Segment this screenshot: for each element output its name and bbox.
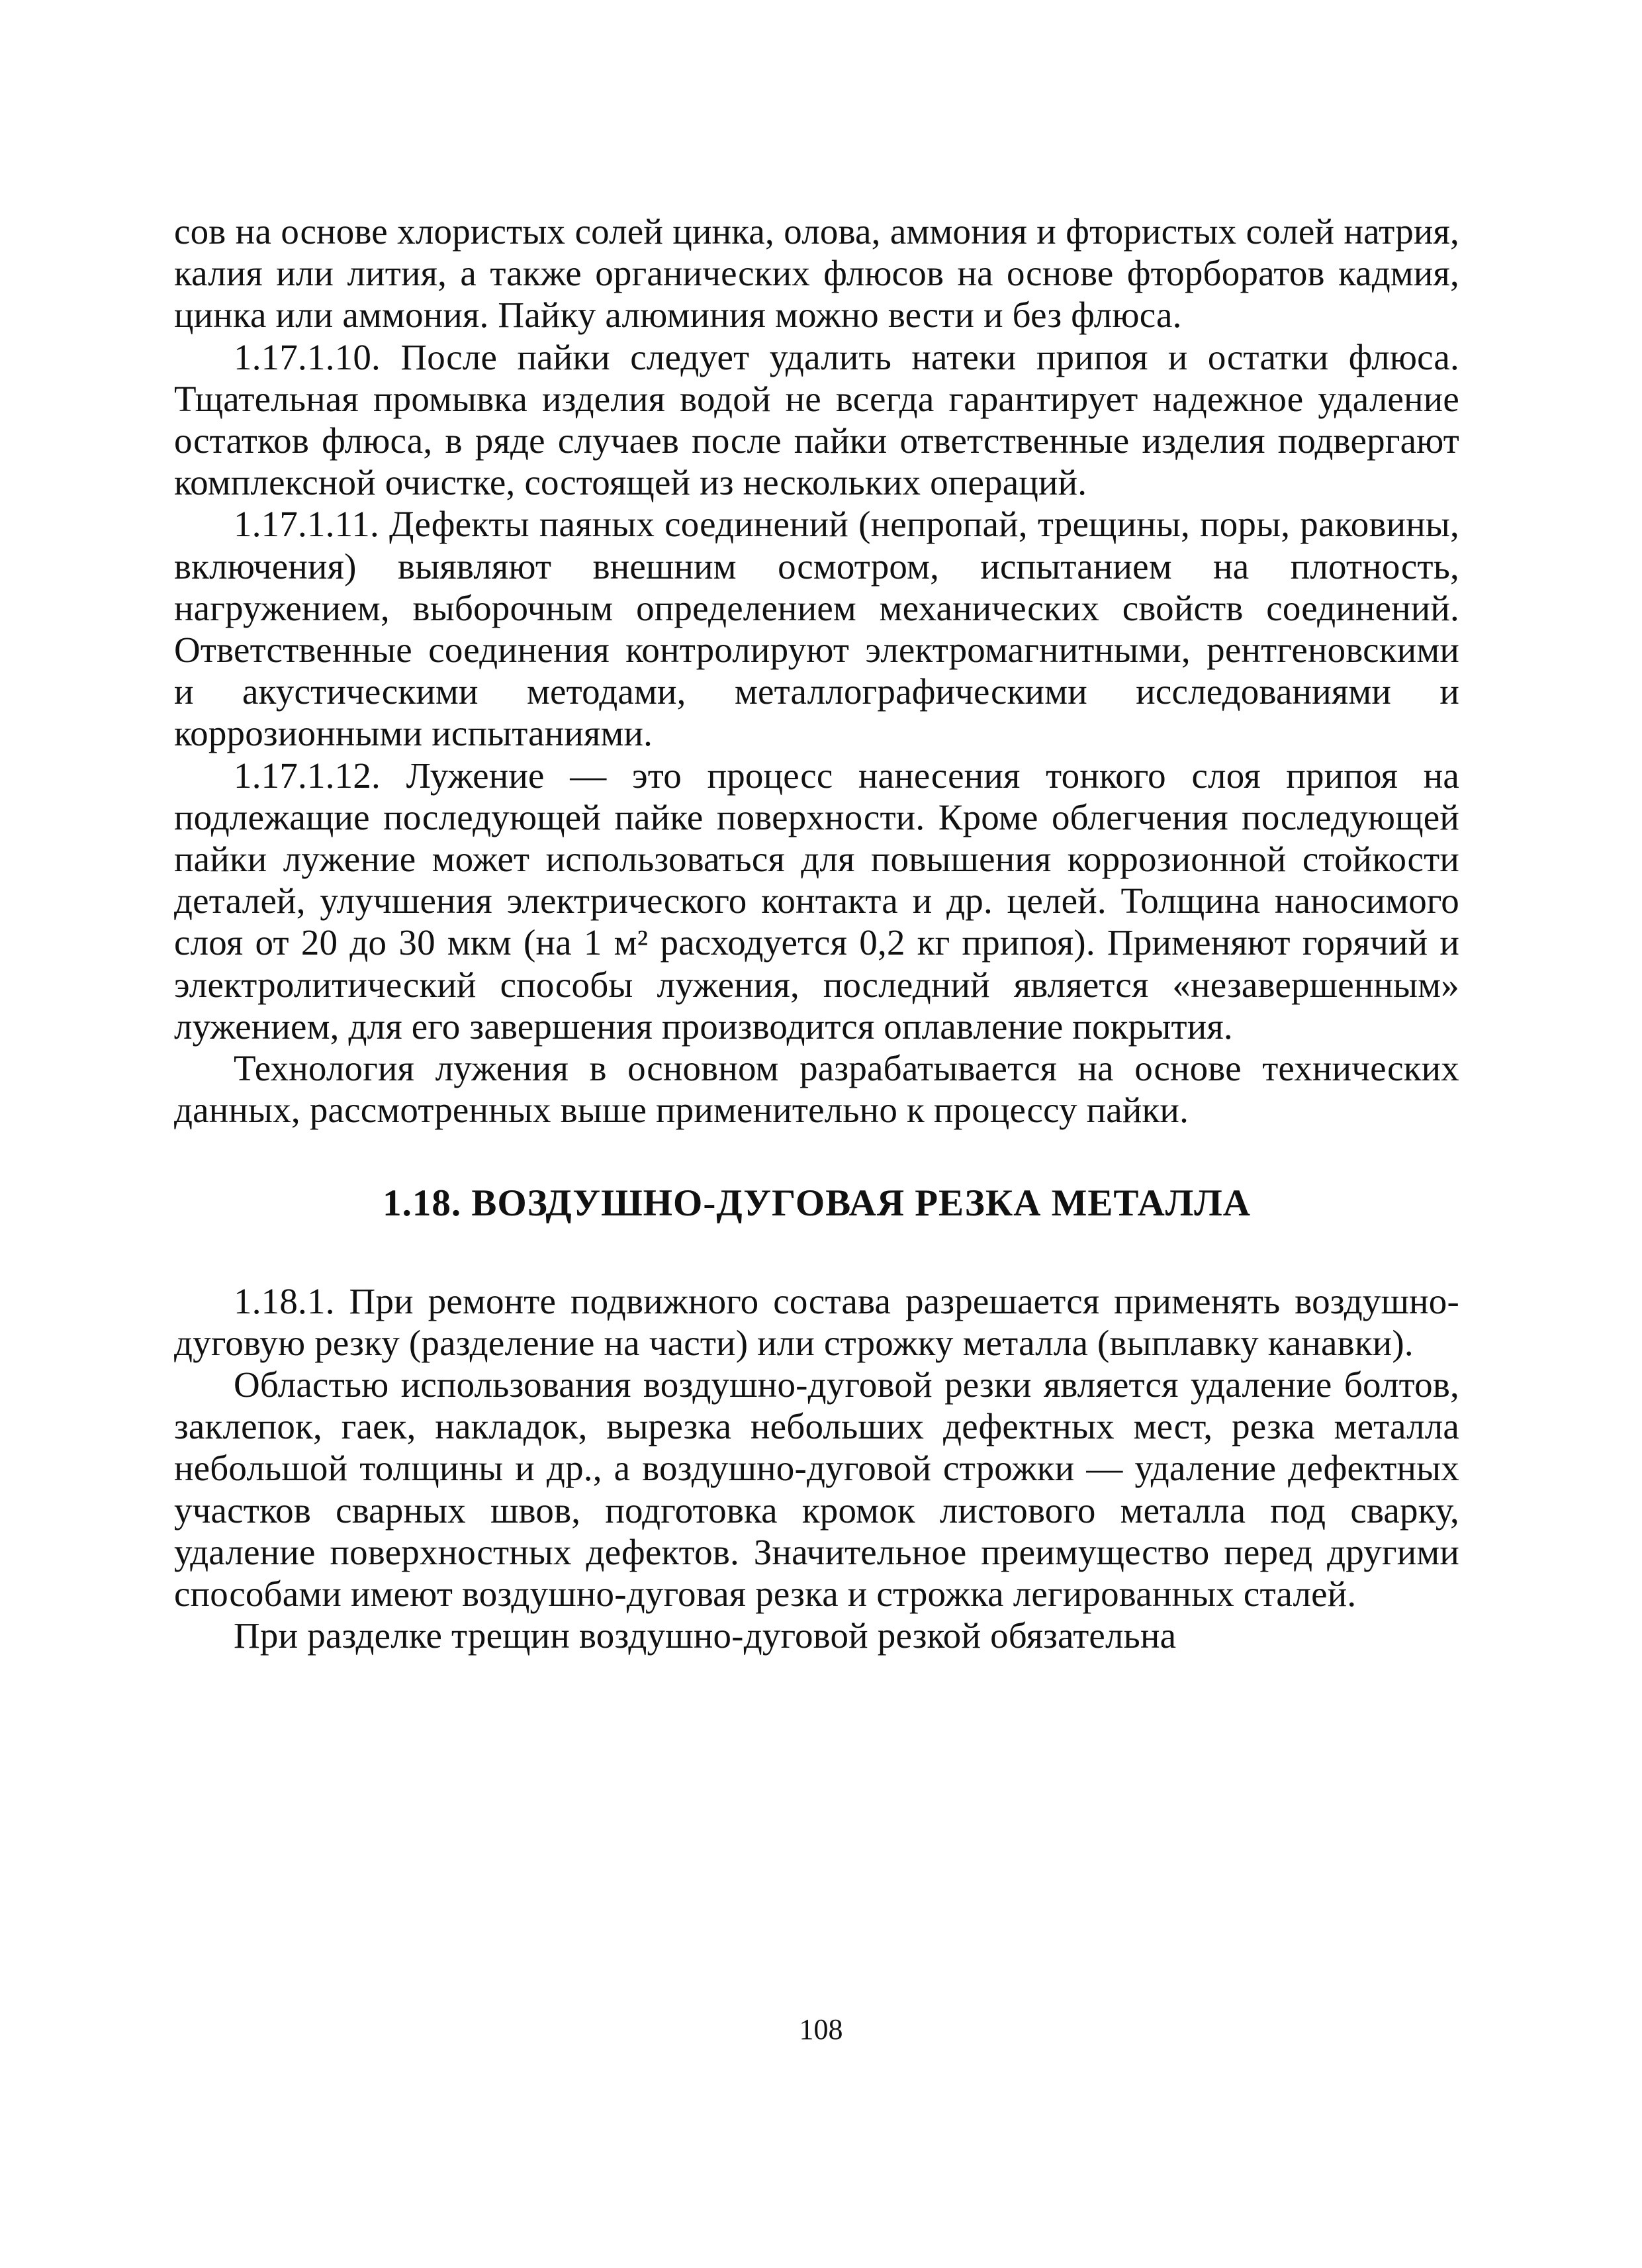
paragraph-flux-continuation: сов на основе хлористых солей цинка, олова, аммония и фтористых солей натрия, калия или лития, а также органических флюсов на основе фторборатов кадмия, цинка или аммония. Пайку алюминия можно вести и без флюса.	[174, 211, 1459, 336]
paragraph-tinning-technology: Технология лужения в основном разрабатывается на основе технических данных, рассмотренных выше применительно к процессу пайки.	[174, 1048, 1459, 1131]
paragraph-1-18-1: 1.18.1. При ремонте подвижного состава разрешается применять воздушно-дуговую резку (разделение на части) или строжку металла (выплавку канавки).	[174, 1280, 1459, 1363]
paragraph-application-area: Областью использования воздушно-дуговой резки является удаление болтов, заклепок, гаек, накладок, вырезка небольших дефектных мест, резка металла небольшой толщины и др., а воздушно-дуговой строжки — удаление дефектных участков сварных швов, подготовка кромок листового металла под сварку, удаление поверхностных дефектов. Значительное преимущество перед другими способами имеют воздушно-дуговая резка и строжка легированных сталей.	[174, 1364, 1459, 1615]
page-number: 108	[799, 2013, 843, 2046]
paragraph-1-17-1-11: 1.17.1.11. Дефекты паяных соединений (непропай, трещины, поры, раковины, включения) выявляют внешним осмотром, испытанием на плотность, нагружением, выборочным определением механических свойств соединений. Ответственные соединения контролируют электромагнитными, рентгеновскими и акустическими методами, металлографическими исследованиями и коррозионными испытаниями.	[174, 504, 1459, 754]
paragraph-crack-cutting: При разделке трещин воздушно-дуговой резкой обязательна	[234, 1615, 1177, 1656]
page-body	[174, 211, 1459, 1657]
paragraph-1-17-1-12: 1.17.1.12. Лужение — это процесс нанесения тонкого слоя припоя на подлежащие последующей пайке поверхности. Кроме облегчения последующей пайки лужение может использоваться для повышения коррозионной стойкости деталей, улучшения электрического контакта и др. целей. Толщина наносимого слоя от 20 до 30 мкм (на 1 м² расходуется 0,2 кг припоя). Применяют горячий и электролитический способы лужения, последний является «незавершенным» лужением, для его завершения производится оплавление покрытия.	[174, 755, 1459, 1047]
section-heading: 1.18. ВОЗДУШНО-ДУГОВАЯ РЕЗКА МЕТАЛЛА	[383, 1182, 1251, 1225]
paragraph-1-17-1-10: 1.17.1.10. После пайки следует удалить натеки припоя и остатки флюса. Тщательная промывка изделия водой не всегда гарантирует надежное удаление остатков флюса, в ряде случаев после пайки ответственные изделия подвергают комплексной очистке, состоящей из нескольких операций.	[174, 336, 1459, 503]
